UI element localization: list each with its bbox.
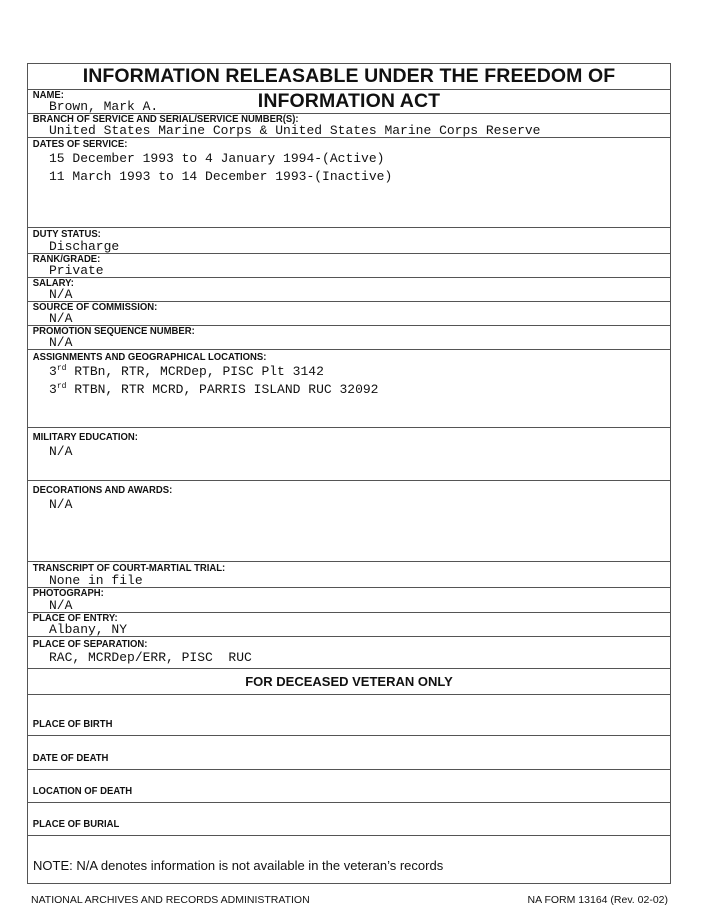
field-value: N/A: [49, 287, 73, 302]
field-place-of-separation: [28, 637, 670, 668]
value-superscript: rd: [56, 382, 67, 391]
field-value: None in file: [49, 573, 143, 588]
note-row: [28, 836, 670, 884]
field-photograph: [28, 588, 670, 613]
field-promotion-sequence: [28, 326, 670, 350]
field-label: DECORATIONS AND AWARDS:: [32, 485, 173, 496]
field-rank: [28, 254, 670, 278]
field-value: 11 March 1993 to 14 December 1993-(Inactive): [49, 169, 393, 184]
field-duty-status: [28, 228, 670, 254]
field-label: PLACE OF SEPARATION:: [32, 639, 148, 650]
field-label: NAME:: [32, 90, 64, 101]
field-place-of-birth: [28, 695, 670, 736]
form-title: INFORMATION RELEASABLE UNDER THE FREEDOM OF INFORMATION ACT: [28, 64, 670, 90]
field-label: PHOTOGRAPH:: [32, 588, 104, 599]
field-value: N/A: [49, 335, 73, 350]
value-part: RTBN, RTR MCRD, PARRIS ISLAND RUC 32092: [66, 382, 379, 397]
field-label: DATE OF DEATH: [32, 753, 109, 764]
field-value: Albany, NY: [49, 622, 128, 637]
field-value: Brown, Mark A.: [49, 99, 159, 114]
field-value: N/A: [49, 444, 73, 459]
field-label: TRANSCRIPT OF COURT-MARTIAL TRIAL:: [32, 563, 226, 574]
field-label: DATES OF SERVICE:: [32, 139, 128, 150]
field-value: Private: [49, 263, 104, 278]
field-place-of-burial: [28, 803, 670, 836]
field-name: [28, 90, 670, 114]
foia-form: [27, 63, 671, 884]
field-place-of-entry: [28, 613, 670, 637]
field-court-martial: [28, 562, 670, 588]
note-text: NOTE: N/A denotes information is not available in the veteran’s records: [33, 858, 444, 873]
field-value: N/A: [49, 598, 73, 613]
field-label: LOCATION OF DEATH: [32, 786, 133, 797]
value-superscript: rd: [56, 364, 67, 373]
field-label: SALARY:: [32, 278, 74, 289]
field-dates-of-service: [28, 138, 670, 228]
field-value: RAC, MCRDep/ERR, PISC RUC: [49, 650, 252, 665]
field-military-education: [28, 428, 670, 481]
field-decorations: [28, 481, 670, 562]
field-date-of-death: [28, 736, 670, 770]
field-location-of-death: [28, 770, 670, 803]
field-label: PLACE OF BIRTH: [32, 719, 113, 730]
value-part: 3: [49, 364, 57, 379]
field-label: ASSIGNMENTS AND GEOGRAPHICAL LOCATIONS:: [32, 352, 267, 363]
field-value: [28, 363, 670, 381]
field-label: PLACE OF BURIAL: [32, 819, 120, 830]
field-value: 15 December 1993 to 4 January 1994-(Active): [49, 151, 385, 166]
value-part: 3: [49, 382, 57, 397]
field-label: DUTY STATUS:: [32, 229, 101, 240]
field-salary: [28, 278, 670, 302]
field-label: PROMOTION SEQUENCE NUMBER:: [32, 326, 195, 337]
field-label: RANK/GRADE:: [32, 254, 101, 265]
field-value: [28, 381, 670, 399]
field-assignments: [28, 350, 670, 428]
field-label: MILITARY EDUCATION:: [32, 432, 138, 443]
field-branch: [28, 114, 670, 138]
field-label: SOURCE OF COMMISSION:: [32, 302, 158, 313]
field-label: PLACE OF ENTRY:: [32, 613, 118, 624]
field-source-of-commission: [28, 302, 670, 326]
footer-agency: NATIONAL ARCHIVES AND RECORDS ADMINISTRATION: [31, 894, 310, 906]
field-value: N/A: [49, 497, 73, 512]
field-value: N/A: [49, 311, 73, 326]
field-value: United States Marine Corps & United States Marine Corps Reserve: [49, 123, 541, 138]
value-part: RTBn, RTR, MCRDep, PISC Plt 3142: [66, 364, 324, 379]
deceased-section-header: FOR DECEASED VETERAN ONLY: [28, 668, 670, 695]
field-label: BRANCH OF SERVICE AND SERIAL/SERVICE NUMBER(S):: [32, 114, 299, 125]
field-value: Discharge: [49, 239, 120, 254]
footer-form-number: NA FORM 13164 (Rev. 02-02): [527, 894, 668, 906]
